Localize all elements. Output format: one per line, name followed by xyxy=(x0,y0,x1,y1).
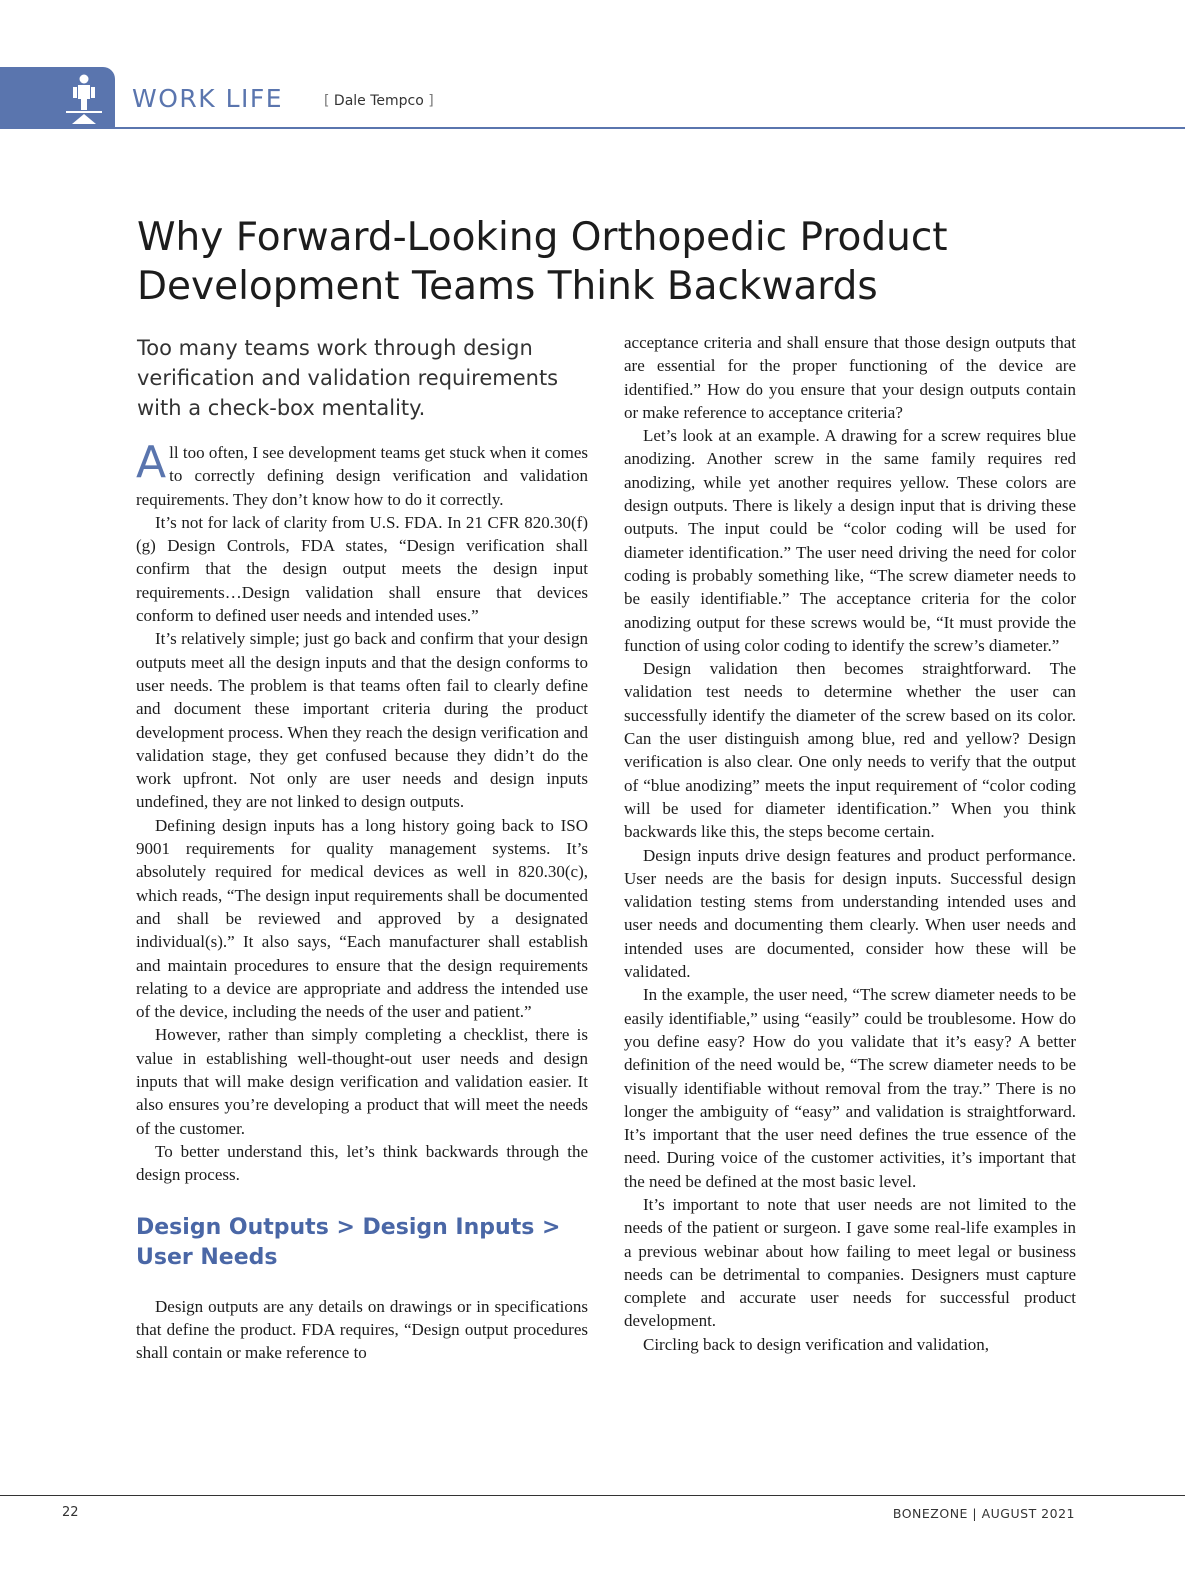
title-line-2: Development Teams Think Backwards xyxy=(137,264,878,309)
paragraph-5: However, rather than simply completing a checklist, there is value in establishing well-thought-out user needs and design inputs that will make design verification and validation easier. It also ensures you’re developing a product that will meet the needs of the customer. xyxy=(136,1025,588,1138)
body-column-right xyxy=(624,331,1076,1356)
paragraph-7: Design outputs are any details on drawings or in specifications that define the product. FDA requires, “Design output procedures shall contain or make reference to xyxy=(136,1296,588,1363)
article-title xyxy=(137,213,1097,311)
paragraph-9: Let’s look at an example. A drawing for a screw requires blue anodizing. Another screw in the same family requires red anodizing, while yet another requires yellow. These colors are design outputs. There is likely a design input that is driving these outputs. The input could be “color coding will be used for diameter identification.” The user need driving the need for color coding is probably something like, “The screw diameter needs to be easily identifiable.” The acceptance criteria for the color anodizing output for these screws would be, “It must provide the function of using color coding to identify the screw’s diameter.” xyxy=(624,426,1076,655)
paragraph-4: Defining design inputs has a long history going back to ISO 9001 requirements for quality management systems. It’s absolutely required for medical devices as well in 820.30(c), which reads, “The design input requirements shall be documented and shall be reviewed and approved by a designated individual(s).” It also says, “Each manufacturer shall establish and maintain procedures to ensure that the design requirements relating to a device are appropriate and address the intended use of the device, including the needs of the user and patient.” xyxy=(136,815,588,1022)
paragraph-12: In the example, the user need, “The screw diameter needs to be easily identifiable,” using “easily” could be troublesome. How do you define easy? How do you validate that it’s easy? A better definition of the need would be, “The screw diameter needs to be visually identifiable without removal from the tray.” There is no longer the ambiguity of “easy” and validation is straightforward. It’s important that the user need defines the true essence of the need. During voice of the customer activities, it’s important that the need be defined at the most basic level. xyxy=(624,985,1076,1191)
paragraph-6: To better understand this, let’s think backwards through the design process. xyxy=(136,1141,588,1185)
article-dek: Too many teams work through design verification and validation requirements with a check-box mentality. xyxy=(137,336,559,420)
paragraph-14: Circling back to design verification and validation, xyxy=(643,1334,990,1354)
person-on-pedestal-icon xyxy=(64,72,104,126)
page-number: 22 xyxy=(62,1505,79,1520)
paragraph-2: It’s not for lack of clarity from U.S. FDA. In 21 CFR 820.30(f)(g) Design Controls, FDA states, “Design verification shall confirm that the design output meets the design input requirements…Design validation shall ensure that devices conform to defined user needs and intended uses.” xyxy=(136,512,588,626)
publication-footer: BONEZONE | AUGUST 2021 xyxy=(892,1506,1075,1521)
header-rule xyxy=(0,127,1185,129)
paragraph-1-text: ll too often, I see development teams get stuck when it comes to correctly defining design verification and validation requirements. They don’t know how to do it correctly. xyxy=(136,443,588,509)
byline-close-bracket: ] xyxy=(428,93,434,109)
paragraph-13: It’s important to note that user needs are not limited to the needs of the patient or surgeon. I gave some real-life examples in a previous webinar about how failing to meet legal or business needs can be detrimental to companies. Designers must capture complete and accurate user needs for successful product development. xyxy=(624,1194,1076,1331)
byline xyxy=(324,93,434,109)
drop-cap: A xyxy=(136,437,167,488)
author-name: Dale Tempco xyxy=(333,93,424,109)
body-column-left xyxy=(136,437,588,1364)
paragraph-3: It’s relatively simple; just go back and confirm that your design outputs meet all the design inputs and that the design conforms to user needs. The problem is that teams often fail to clearly define and document these important criteria during the product development process. When they reach the design verification and validation stage, they get confused because they didn’t do the work upfront. Not only are user needs and design inputs undefined, they are not linked to design outputs. xyxy=(136,629,588,812)
byline-open-bracket: [ xyxy=(324,93,330,109)
section-label: WORK LIFE xyxy=(132,84,284,113)
paragraph-10: Design validation then becomes straightforward. The validation test needs to determine whether the user can successfully identify the diameter of the screw based on its color. Can the user distinguish among blue, red and yellow? Design verification is also clear. One only needs to verify that the output of “blue anodizing” meets the input requirement of “color coding will be used for diameter identification.” When you think backwards like this, the steps become certain. xyxy=(624,659,1076,842)
paragraph-11: Design inputs drive design features and product performance. User needs are the basis for design inputs. Successful design validation testing stems from understanding intended uses and user needs and documenting them clearly. When user needs and intended uses are documented, consider how these will be validated. xyxy=(624,845,1076,982)
section-subhead: Design Outputs > Design Inputs > User Needs xyxy=(136,1214,561,1270)
paragraph-8: acceptance criteria and shall ensure that those design outputs that are essential for the proper functioning of the device are identified.” How do you ensure that your design outputs contain or make reference to acceptance criteria? xyxy=(624,333,1076,422)
footer-rule xyxy=(0,1495,1185,1496)
title-line-1: Why Forward-Looking Orthopedic Product xyxy=(137,215,948,260)
paragraph-1 xyxy=(136,437,588,511)
